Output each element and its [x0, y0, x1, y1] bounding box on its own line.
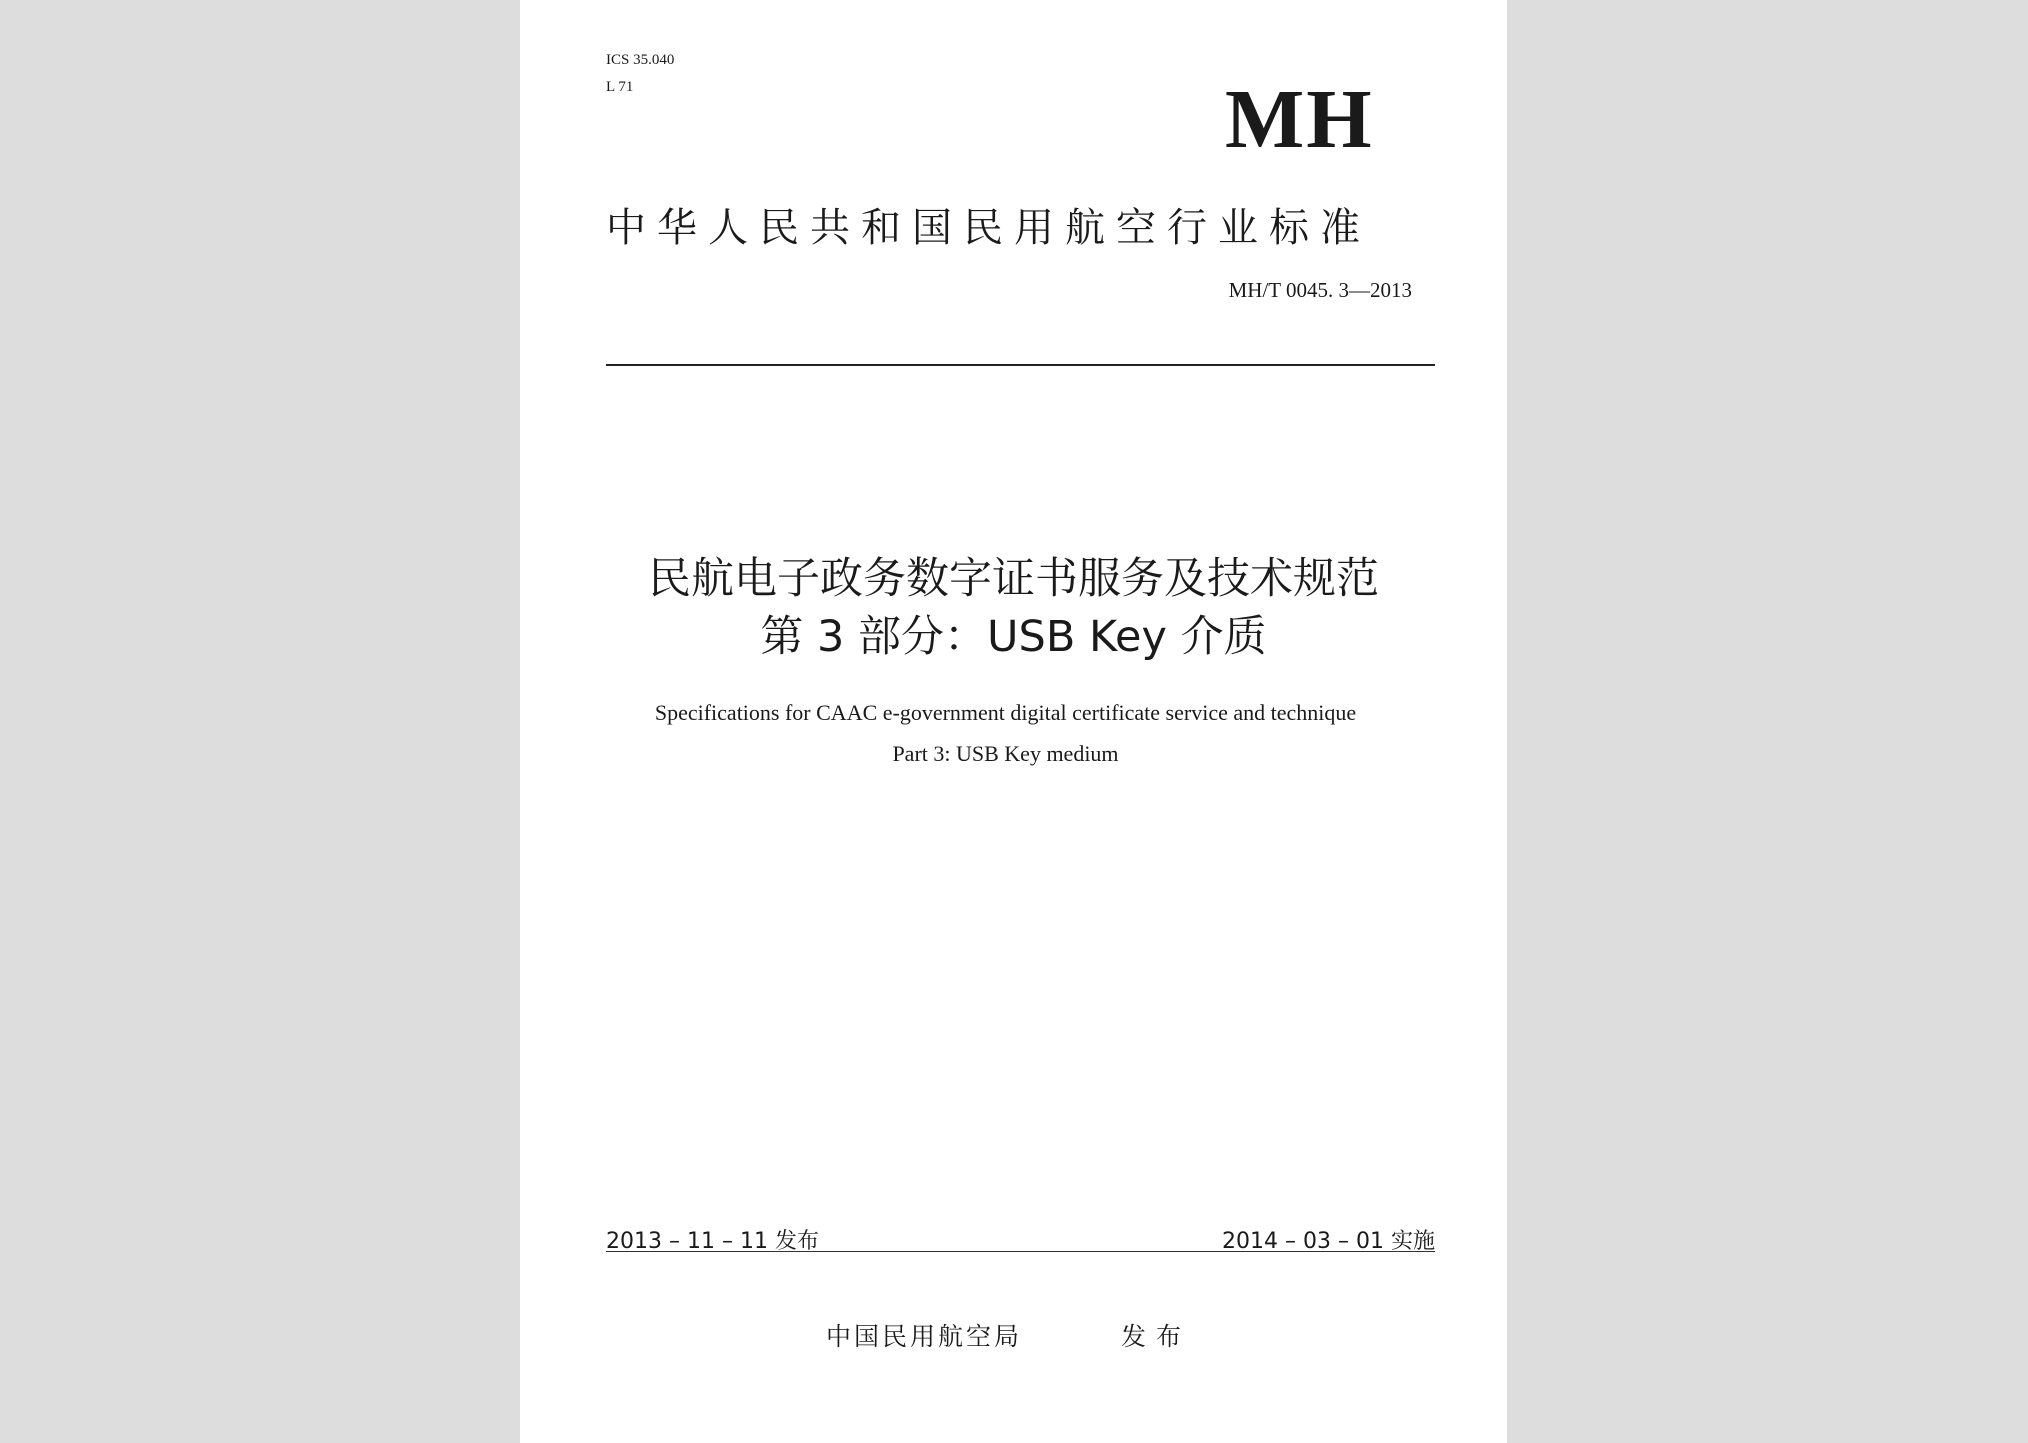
- header-divider: [606, 364, 1435, 366]
- publish-date: 2013 – 11 – 11 发布: [606, 1229, 819, 1254]
- ics-code: ICS 35.040: [606, 52, 675, 68]
- implementation-date: 2014 – 03 – 01 实施: [1222, 1229, 1435, 1254]
- standard-number: MH/T 0045. 3—2013: [1228, 278, 1412, 302]
- document-page: [520, 0, 1507, 1443]
- date-divider: [606, 1251, 1435, 1252]
- document-title-cn-line2: 第 3 部分：USB Key 介质: [760, 612, 1267, 662]
- publish-label: 发布: [1121, 1322, 1192, 1351]
- document-title-en-line1: Specifications for CAAC e-government digital certificate service and technique: [654, 700, 1357, 725]
- document-title-cn-line1: 民航电子政务数字证书服务及技术规范: [648, 554, 1379, 604]
- classification-code: L 71: [606, 79, 634, 95]
- publisher-name: 中国民用航空局: [826, 1322, 1023, 1351]
- document-title-en-line2: Part 3: USB Key medium: [892, 741, 1119, 766]
- standard-category-title: 中华人民共和国民用航空行业标准: [606, 205, 1371, 251]
- mh-logo: MH: [1225, 73, 1374, 166]
